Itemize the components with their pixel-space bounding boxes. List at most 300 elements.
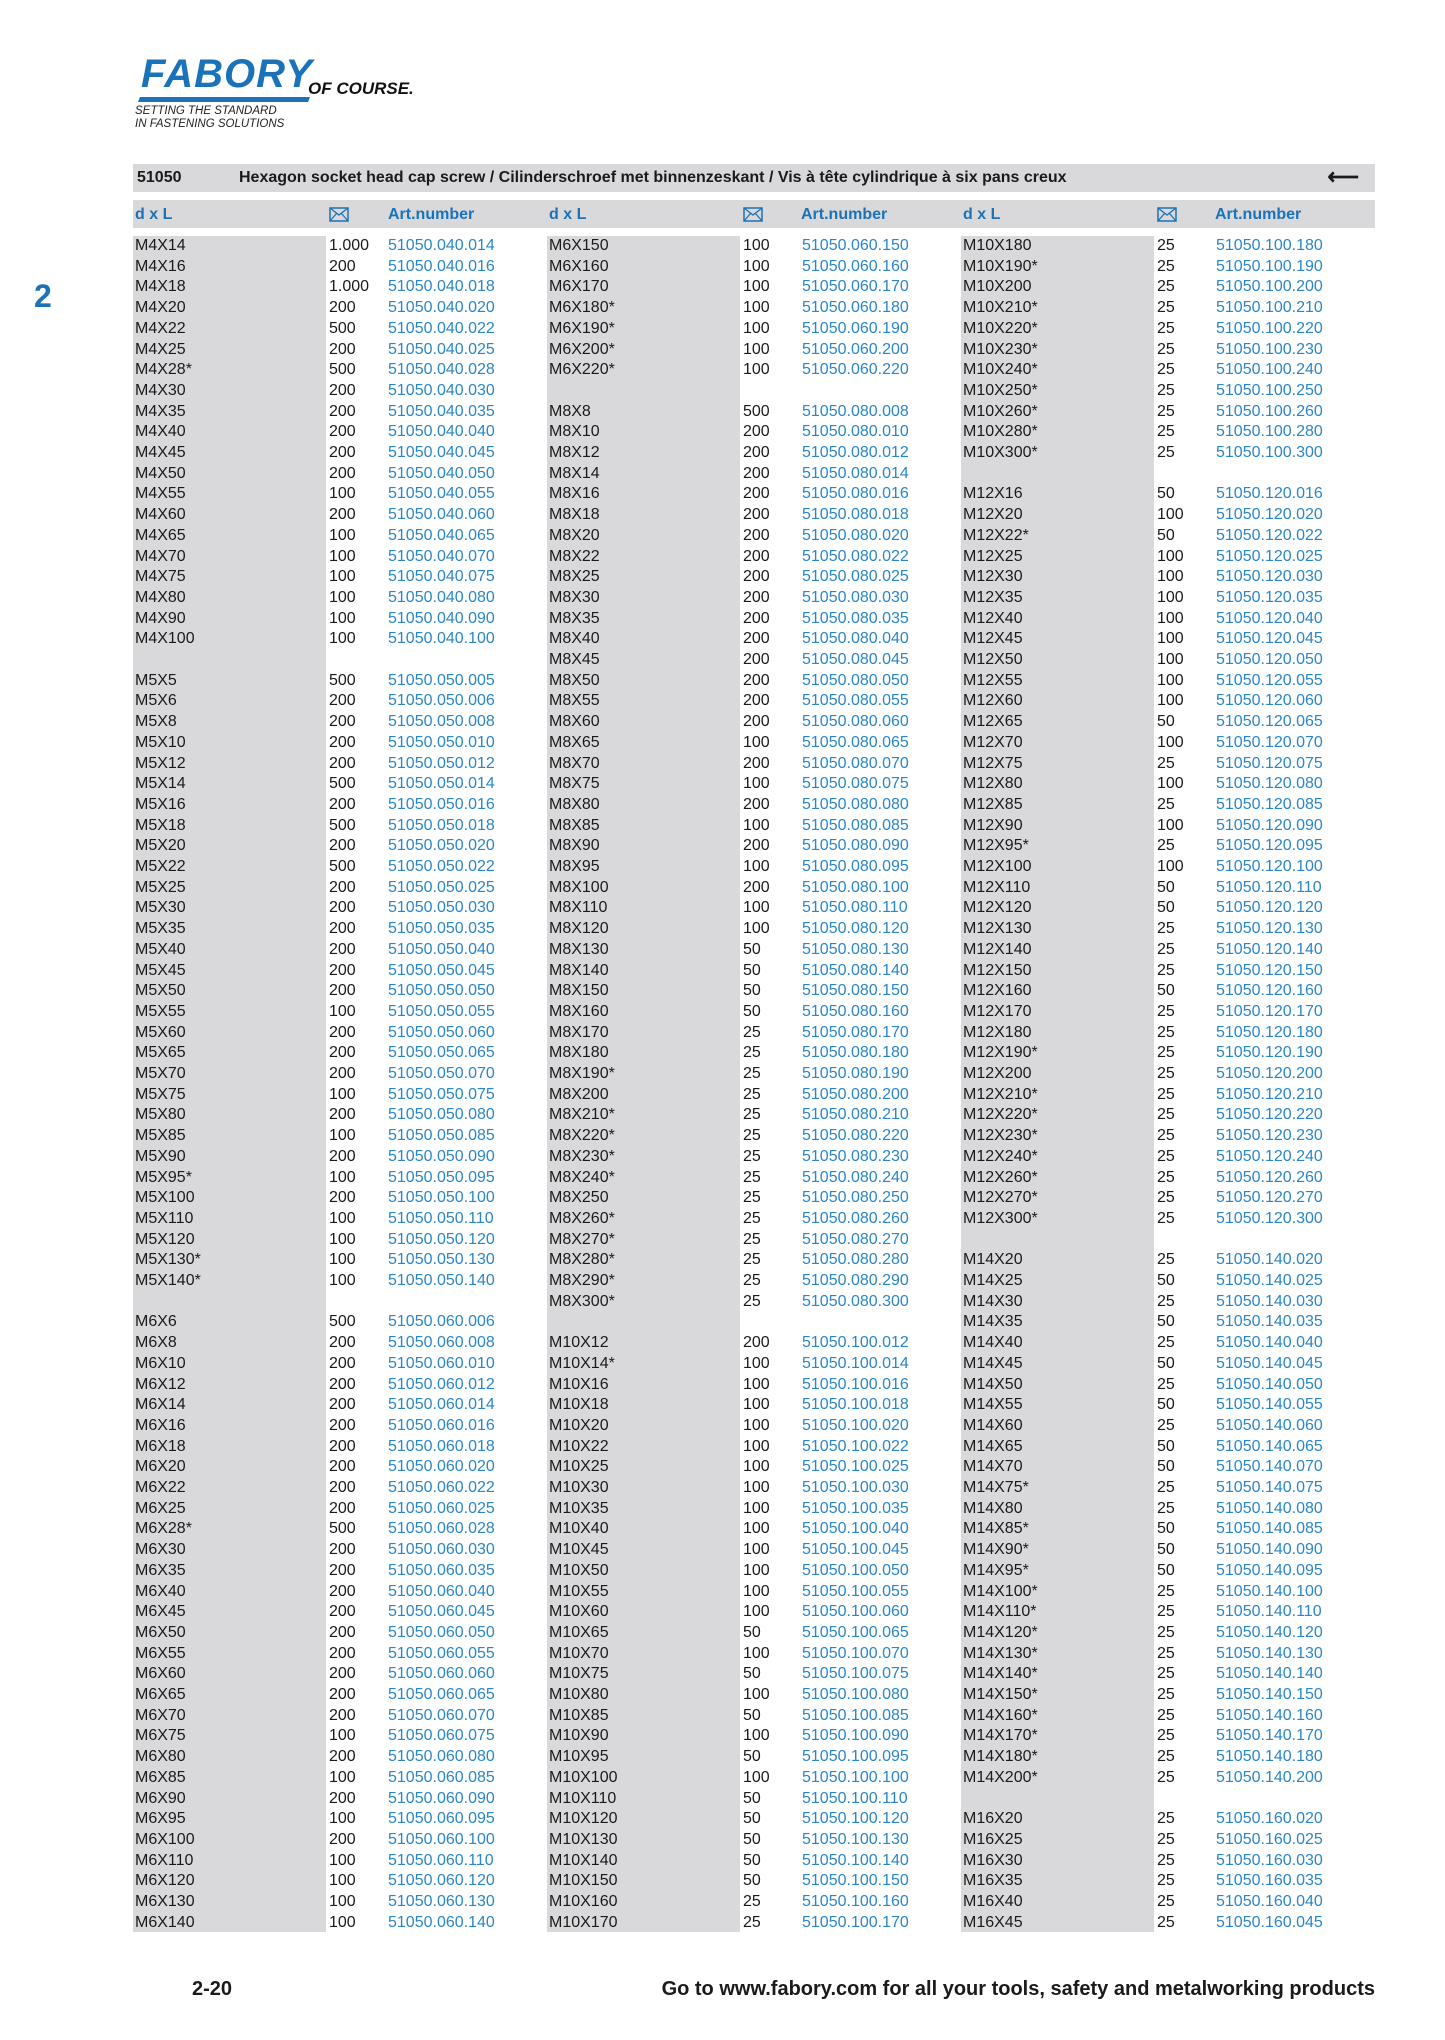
article-number[interactable]: 51050.050.065	[388, 1044, 495, 1061]
article-number[interactable]: 51050.050.012	[388, 755, 495, 772]
article-number[interactable]: 51050.050.130	[388, 1251, 495, 1268]
article-number[interactable]: 51050.120.040	[1216, 610, 1323, 627]
article-number[interactable]: 51050.100.014	[802, 1355, 909, 1372]
quantity-cell: 100	[329, 1872, 356, 1889]
article-number[interactable]: 51050.120.045	[1216, 630, 1323, 647]
article-number[interactable]: 51050.060.020	[388, 1458, 495, 1475]
article-number[interactable]: 51050.040.025	[388, 341, 495, 358]
article-number[interactable]: 51050.050.030	[388, 899, 495, 916]
article-number[interactable]: 51050.100.160	[802, 1893, 909, 1910]
article-number[interactable]: 51050.060.160	[802, 258, 909, 275]
article-number[interactable]: 51050.140.055	[1216, 1396, 1323, 1413]
article-number[interactable]: 51050.100.040	[802, 1520, 909, 1537]
article-number[interactable]: 51050.040.090	[388, 610, 495, 627]
article-number[interactable]: 51050.080.270	[802, 1231, 909, 1248]
article-number[interactable]: 51050.060.120	[388, 1872, 495, 1889]
article-number[interactable]: 51050.080.012	[802, 444, 909, 461]
article-number[interactable]: 51050.100.095	[802, 1748, 909, 1765]
article-number[interactable]: 51050.040.018	[388, 278, 495, 295]
article-number[interactable]: 51050.140.080	[1216, 1500, 1323, 1517]
article-number[interactable]: 51050.140.170	[1216, 1727, 1323, 1744]
article-number[interactable]: 51050.140.085	[1216, 1520, 1323, 1537]
quantity-cell: 25	[1157, 1334, 1175, 1351]
article-number[interactable]: 51050.040.075	[388, 568, 495, 585]
article-number[interactable]: 51050.140.100	[1216, 1583, 1323, 1600]
article-number[interactable]: 51050.100.100	[802, 1769, 909, 1786]
article-number[interactable]: 51050.140.030	[1216, 1293, 1323, 1310]
dimension-cell: M12X210*	[963, 1086, 1038, 1103]
article-number[interactable]: 51050.080.025	[802, 568, 909, 585]
dimension-cell: M12X160	[963, 982, 1032, 999]
quantity-cell: 100	[1157, 692, 1184, 709]
article-number[interactable]: 51050.100.230	[1216, 341, 1323, 358]
article-number[interactable]: 51050.080.120	[802, 920, 909, 937]
article-number[interactable]: 51050.040.035	[388, 403, 495, 420]
article-number[interactable]: 51050.050.020	[388, 837, 495, 854]
dimension-cell: M14X110*	[963, 1603, 1037, 1620]
article-number[interactable]: 51050.160.030	[1216, 1852, 1323, 1869]
article-number[interactable]: 51050.060.006	[388, 1313, 495, 1330]
article-number[interactable]: 51050.060.010	[388, 1355, 495, 1372]
article-number[interactable]: 51050.100.020	[802, 1417, 909, 1434]
article-number[interactable]: 51050.140.065	[1216, 1438, 1323, 1455]
article-number[interactable]: 51050.100.110	[802, 1790, 908, 1807]
dimension-cell: M6X12	[135, 1376, 186, 1393]
article-number[interactable]: 51050.080.280	[802, 1251, 909, 1268]
article-number[interactable]: 51050.120.085	[1216, 796, 1323, 813]
article-number[interactable]: 51050.060.190	[802, 320, 909, 337]
article-number[interactable]: 51050.060.180	[802, 299, 909, 316]
article-number[interactable]: 51050.120.130	[1216, 920, 1323, 937]
article-number[interactable]: 51050.100.170	[802, 1914, 909, 1931]
article-number[interactable]: 51050.040.080	[388, 589, 495, 606]
article-number[interactable]: 51050.060.022	[388, 1479, 495, 1496]
article-number[interactable]: 51050.080.040	[802, 630, 909, 647]
article-number[interactable]: 51050.080.018	[802, 506, 909, 523]
article-number[interactable]: 51050.100.250	[1216, 382, 1323, 399]
article-number[interactable]: 51050.100.300	[1216, 444, 1323, 461]
article-number[interactable]: 51050.080.095	[802, 858, 909, 875]
article-number[interactable]: 51050.140.090	[1216, 1541, 1323, 1558]
article-number[interactable]: 51050.140.025	[1216, 1272, 1323, 1289]
quantity-cell: 50	[743, 1707, 761, 1724]
article-number[interactable]: 51050.140.045	[1216, 1355, 1323, 1372]
article-number[interactable]: 51050.050.050	[388, 982, 495, 999]
quantity-cell: 200	[329, 1500, 356, 1517]
quantity-cell: 200	[329, 920, 356, 937]
article-number[interactable]: 51050.100.130	[802, 1831, 909, 1848]
article-number[interactable]: 51050.120.022	[1216, 527, 1323, 544]
article-number[interactable]: 51050.080.055	[802, 692, 909, 709]
article-number[interactable]: 51050.080.014	[802, 465, 909, 482]
article-number[interactable]: 51050.080.016	[802, 485, 909, 502]
article-number[interactable]: 51050.120.120	[1216, 899, 1323, 916]
article-number[interactable]: 51050.120.090	[1216, 817, 1323, 834]
article-number[interactable]: 51050.100.035	[802, 1500, 909, 1517]
article-number[interactable]: 51050.140.150	[1216, 1686, 1323, 1703]
article-number[interactable]: 51050.050.140	[388, 1272, 495, 1289]
article-number[interactable]: 51050.100.280	[1216, 423, 1323, 440]
article-number[interactable]: 51050.100.190	[1216, 258, 1323, 275]
article-number[interactable]: 51050.060.070	[388, 1707, 495, 1724]
article-number[interactable]: 51050.100.080	[802, 1686, 909, 1703]
dimension-cell: M14X95*	[963, 1562, 1029, 1579]
article-number[interactable]: 51050.100.240	[1216, 361, 1323, 378]
article-number[interactable]: 51050.060.045	[388, 1603, 495, 1620]
quantity-cell: 50	[1157, 879, 1175, 896]
article-number[interactable]: 51050.080.085	[802, 817, 909, 834]
dimension-cell: M14X65	[963, 1438, 1023, 1455]
article-number[interactable]: 51050.100.220	[1216, 320, 1323, 337]
article-number[interactable]: 51050.100.065	[802, 1624, 909, 1641]
article-number[interactable]: 51050.080.100	[802, 879, 909, 896]
article-number[interactable]: 51050.100.022	[802, 1438, 909, 1455]
article-number[interactable]: 51050.160.035	[1216, 1872, 1323, 1889]
article-number[interactable]: 51050.060.220	[802, 361, 909, 378]
article-number[interactable]: 51050.080.070	[802, 755, 909, 772]
article-number[interactable]: 51050.050.090	[388, 1148, 495, 1165]
quantity-cell: 200	[329, 755, 356, 772]
article-number[interactable]: 51050.060.014	[388, 1396, 495, 1413]
quantity-cell: 100	[329, 1210, 356, 1227]
dimension-cell: M6X150	[549, 237, 609, 254]
article-number[interactable]: 51050.100.050	[802, 1562, 909, 1579]
article-number[interactable]: 51050.060.110	[388, 1852, 494, 1869]
article-number[interactable]: 51050.080.090	[802, 837, 909, 854]
article-number[interactable]: 51050.060.050	[388, 1624, 495, 1641]
quantity-cell: 100	[743, 1562, 770, 1579]
dimension-cell: M6X40	[135, 1583, 186, 1600]
article-number[interactable]: 51050.140.060	[1216, 1417, 1323, 1434]
article-number[interactable]: 51050.040.030	[388, 382, 495, 399]
article-number[interactable]: 51050.080.035	[802, 610, 909, 627]
article-number[interactable]: 51050.040.045	[388, 444, 495, 461]
article-number[interactable]: 51050.100.150	[802, 1872, 909, 1889]
article-number[interactable]: 51050.120.055	[1216, 672, 1323, 689]
article-number[interactable]: 51050.140.140	[1216, 1665, 1323, 1682]
article-number[interactable]: 51050.140.075	[1216, 1479, 1323, 1496]
article-number[interactable]: 51050.120.070	[1216, 734, 1323, 751]
article-number[interactable]: 51050.050.100	[388, 1189, 495, 1206]
article-number[interactable]: 51050.040.065	[388, 527, 495, 544]
article-number[interactable]: 51050.120.065	[1216, 713, 1323, 730]
quantity-cell: 25	[1157, 444, 1175, 461]
article-number[interactable]: 51050.140.050	[1216, 1376, 1323, 1393]
article-number[interactable]: 51050.060.016	[388, 1417, 495, 1434]
article-number[interactable]: 51050.060.040	[388, 1583, 495, 1600]
quantity-cell: 100	[1157, 651, 1184, 668]
article-number[interactable]: 51050.100.200	[1216, 278, 1323, 295]
quantity-cell: 25	[743, 1106, 761, 1123]
article-number[interactable]: 51050.050.010	[388, 734, 495, 751]
article-number[interactable]: 51050.160.045	[1216, 1914, 1323, 1931]
dimension-cell: M4X40	[135, 423, 186, 440]
dimension-cell: M12X260*	[963, 1169, 1038, 1186]
article-number[interactable]: 51050.120.080	[1216, 775, 1323, 792]
article-number[interactable]: 51050.060.060	[388, 1665, 495, 1682]
article-number[interactable]: 51050.050.014	[388, 775, 495, 792]
article-number[interactable]: 51050.140.020	[1216, 1251, 1323, 1268]
article-number[interactable]: 51050.120.200	[1216, 1065, 1323, 1082]
article-number[interactable]: 51050.040.022	[388, 320, 495, 337]
article-number[interactable]: 51050.160.025	[1216, 1831, 1323, 1848]
article-number[interactable]: 51050.100.025	[802, 1458, 909, 1475]
dimension-cell: M6X160	[549, 258, 609, 275]
quantity-cell: 25	[743, 1169, 761, 1186]
article-number[interactable]: 51050.060.130	[388, 1893, 495, 1910]
article-number[interactable]: 51050.050.045	[388, 962, 495, 979]
quantity-cell: 200	[329, 1562, 356, 1579]
article-number[interactable]: 51050.050.035	[388, 920, 495, 937]
article-number[interactable]: 51050.080.300	[802, 1293, 909, 1310]
article-number[interactable]: 51050.080.065	[802, 734, 909, 751]
article-number[interactable]: 51050.040.016	[388, 258, 495, 275]
article-number[interactable]: 51050.080.220	[802, 1127, 909, 1144]
article-number[interactable]: 51050.040.055	[388, 485, 495, 502]
article-number[interactable]: 51050.140.120	[1216, 1624, 1323, 1641]
quantity-cell: 200	[329, 1024, 356, 1041]
article-number[interactable]: 51050.120.150	[1216, 962, 1323, 979]
article-number[interactable]: 51050.100.140	[802, 1852, 909, 1869]
article-number[interactable]: 51050.100.085	[802, 1707, 909, 1724]
article-number[interactable]: 51050.080.200	[802, 1086, 909, 1103]
article-number[interactable]: 51050.140.095	[1216, 1562, 1323, 1579]
article-number[interactable]: 51050.120.180	[1216, 1024, 1323, 1041]
article-number[interactable]: 51050.120.240	[1216, 1148, 1323, 1165]
article-number[interactable]: 51050.100.075	[802, 1665, 909, 1682]
article-number[interactable]: 51050.100.120	[802, 1810, 909, 1827]
article-number[interactable]: 51050.050.120	[388, 1231, 495, 1248]
article-number[interactable]: 51050.120.020	[1216, 506, 1323, 523]
article-number[interactable]: 51050.140.035	[1216, 1313, 1323, 1330]
article-number[interactable]: 51050.120.270	[1216, 1189, 1323, 1206]
quantity-cell: 25	[1157, 1251, 1175, 1268]
article-number[interactable]: 51050.080.210	[802, 1106, 909, 1123]
article-number[interactable]: 51050.080.022	[802, 548, 909, 565]
article-number[interactable]: 51050.050.008	[388, 713, 495, 730]
article-number[interactable]: 51050.120.210	[1216, 1086, 1323, 1103]
article-number[interactable]: 51050.050.018	[388, 817, 495, 834]
article-number[interactable]: 51050.060.055	[388, 1645, 495, 1662]
table-header	[133, 200, 1375, 228]
article-number[interactable]: 51050.050.060	[388, 1024, 495, 1041]
quantity-cell: 100	[1157, 858, 1184, 875]
article-number[interactable]: 51050.120.110	[1216, 879, 1322, 896]
quantity-cell: 200	[743, 630, 770, 647]
article-number[interactable]: 51050.140.130	[1216, 1645, 1323, 1662]
quantity-cell: 100	[743, 361, 770, 378]
article-number[interactable]: 51050.050.055	[388, 1003, 495, 1020]
article-number[interactable]: 51050.060.080	[388, 1748, 495, 1765]
article-number[interactable]: 51050.050.016	[388, 796, 495, 813]
article-number[interactable]: 51050.060.028	[388, 1520, 495, 1537]
article-number[interactable]: 51050.100.180	[1216, 237, 1323, 254]
dimension-cell: M12X30	[963, 568, 1023, 585]
article-number[interactable]: 51050.080.260	[802, 1210, 909, 1227]
article-number[interactable]: 51050.120.170	[1216, 1003, 1323, 1020]
dimension-cell: M5X130*	[135, 1251, 201, 1268]
back-arrow-icon[interactable]: ⟵	[1327, 164, 1359, 189]
article-number[interactable]: 51050.060.030	[388, 1541, 495, 1558]
article-number[interactable]: 51050.080.080	[802, 796, 909, 813]
article-number[interactable]: 51050.040.020	[388, 299, 495, 316]
article-number[interactable]: 51050.060.018	[388, 1438, 495, 1455]
article-number[interactable]: 51050.050.080	[388, 1106, 495, 1123]
article-number[interactable]: 51050.060.035	[388, 1562, 495, 1579]
article-number[interactable]: 51050.140.110	[1216, 1603, 1322, 1620]
article-number[interactable]: 51050.060.012	[388, 1376, 495, 1393]
article-number[interactable]: 51050.100.012	[802, 1334, 909, 1351]
article-number[interactable]: 51050.060.140	[388, 1914, 495, 1931]
article-number[interactable]: 51050.060.170	[802, 278, 909, 295]
quantity-cell: 200	[743, 879, 770, 896]
quantity-cell: 25	[1157, 1603, 1175, 1620]
article-number[interactable]: 51050.100.030	[802, 1479, 909, 1496]
article-number[interactable]: 51050.050.025	[388, 879, 495, 896]
article-number[interactable]: 51050.120.160	[1216, 982, 1323, 999]
dimension-cell: M6X10	[135, 1355, 186, 1372]
article-number[interactable]: 51050.120.025	[1216, 548, 1323, 565]
article-number[interactable]: 51050.080.290	[802, 1272, 909, 1289]
article-number[interactable]: 51050.080.230	[802, 1148, 909, 1165]
article-number[interactable]: 51050.060.008	[388, 1334, 495, 1351]
article-number[interactable]: 51050.080.110	[802, 899, 908, 916]
article-number[interactable]: 51050.100.016	[802, 1376, 909, 1393]
dimension-cell: M10X12	[549, 1334, 609, 1351]
article-number[interactable]: 51050.100.018	[802, 1396, 909, 1413]
article-number[interactable]: 51050.120.016	[1216, 485, 1323, 502]
article-number[interactable]: 51050.100.045	[802, 1541, 909, 1558]
article-number[interactable]: 51050.080.160	[802, 1003, 909, 1020]
article-number[interactable]: 51050.060.095	[388, 1810, 495, 1827]
quantity-cell: 200	[743, 796, 770, 813]
article-number[interactable]: 51050.050.005	[388, 672, 495, 689]
article-number[interactable]: 51050.050.095	[388, 1169, 495, 1186]
dimension-cell: M4X90	[135, 610, 186, 627]
article-number[interactable]: 51050.080.240	[802, 1169, 909, 1186]
article-number[interactable]: 51050.100.070	[802, 1645, 909, 1662]
article-number[interactable]: 51050.050.075	[388, 1086, 495, 1103]
article-number[interactable]: 51050.100.090	[802, 1727, 909, 1744]
dimension-cell: M12X22*	[963, 527, 1029, 544]
article-number[interactable]: 51050.080.008	[802, 403, 909, 420]
article-number[interactable]: 51050.120.260	[1216, 1169, 1323, 1186]
article-number[interactable]: 51050.060.025	[388, 1500, 495, 1517]
article-number[interactable]: 51050.140.040	[1216, 1334, 1323, 1351]
article-number[interactable]: 51050.120.035	[1216, 589, 1323, 606]
article-number[interactable]: 51050.040.060	[388, 506, 495, 523]
article-number[interactable]: 51050.080.045	[802, 651, 909, 668]
article-number[interactable]: 51050.060.065	[388, 1686, 495, 1703]
article-number[interactable]: 51050.120.100	[1216, 858, 1323, 875]
quantity-cell: 25	[743, 1086, 761, 1103]
article-number[interactable]: 51050.050.022	[388, 858, 495, 875]
article-number[interactable]: 51050.040.070	[388, 548, 495, 565]
article-number[interactable]: 51050.050.040	[388, 941, 495, 958]
dimension-cell: M4X22	[135, 320, 186, 337]
article-number[interactable]: 51050.080.075	[802, 775, 909, 792]
article-number[interactable]: 51050.140.160	[1216, 1707, 1323, 1724]
article-number[interactable]: 51050.120.060	[1216, 692, 1323, 709]
article-number[interactable]: 51050.120.050	[1216, 651, 1323, 668]
article-number[interactable]: 51050.080.140	[802, 962, 909, 979]
dimension-cell: M8X30	[549, 589, 600, 606]
article-number[interactable]: 51050.100.055	[802, 1583, 909, 1600]
article-number[interactable]: 51050.080.150	[802, 982, 909, 999]
article-number[interactable]: 51050.060.075	[388, 1727, 495, 1744]
dimension-cell: M12X55	[963, 672, 1023, 689]
article-number[interactable]: 51050.120.190	[1216, 1044, 1323, 1061]
article-number[interactable]: 51050.060.085	[388, 1769, 495, 1786]
article-number[interactable]: 51050.060.090	[388, 1790, 495, 1807]
article-number[interactable]: 51050.120.300	[1216, 1210, 1323, 1227]
article-number[interactable]: 51050.080.250	[802, 1189, 909, 1206]
article-number[interactable]: 51050.140.180	[1216, 1748, 1323, 1765]
article-number[interactable]: 51050.080.030	[802, 589, 909, 606]
article-number[interactable]: 51050.120.230	[1216, 1127, 1323, 1144]
article-number[interactable]: 51050.080.060	[802, 713, 909, 730]
article-number[interactable]: 51050.080.050	[802, 672, 909, 689]
dimension-cell: M8X12	[549, 444, 600, 461]
article-number[interactable]: 51050.050.110	[388, 1210, 494, 1227]
article-number[interactable]: 51050.040.050	[388, 465, 495, 482]
article-number[interactable]: 51050.080.180	[802, 1044, 909, 1061]
article-number[interactable]: 51050.140.200	[1216, 1769, 1323, 1786]
article-number[interactable]: 51050.160.020	[1216, 1810, 1323, 1827]
article-number[interactable]: 51050.050.070	[388, 1065, 495, 1082]
dimension-cell: M4X14	[135, 237, 186, 254]
article-number[interactable]: 51050.100.210	[1216, 299, 1323, 316]
dimension-cell: M5X90	[135, 1148, 186, 1165]
article-number[interactable]: 51050.050.085	[388, 1127, 495, 1144]
quantity-cell: 25	[1157, 1914, 1175, 1931]
article-number[interactable]: 51050.040.040	[388, 423, 495, 440]
quantity-cell: 50	[743, 1748, 761, 1765]
article-number[interactable]: 51050.040.100	[388, 630, 495, 647]
quantity-cell: 100	[329, 1231, 356, 1248]
article-number[interactable]: 51050.080.170	[802, 1024, 909, 1041]
article-number[interactable]: 51050.120.220	[1216, 1106, 1323, 1123]
article-number[interactable]: 51050.120.030	[1216, 568, 1323, 585]
article-number[interactable]: 51050.120.140	[1216, 941, 1323, 958]
quantity-cell: 50	[1157, 1562, 1175, 1579]
article-number[interactable]: 51050.080.020	[802, 527, 909, 544]
article-number[interactable]: 51050.040.028	[388, 361, 495, 378]
article-number[interactable]: 51050.160.040	[1216, 1893, 1323, 1910]
article-number[interactable]: 51050.050.006	[388, 692, 495, 709]
dimension-cell: M5X18	[135, 817, 186, 834]
article-number[interactable]: 51050.100.060	[802, 1603, 909, 1620]
article-number[interactable]: 51050.080.190	[802, 1065, 909, 1082]
article-number[interactable]: 51050.060.150	[802, 237, 909, 254]
article-number[interactable]: 51050.080.130	[802, 941, 909, 958]
article-number[interactable]: 51050.140.070	[1216, 1458, 1323, 1475]
quantity-cell: 25	[1157, 1417, 1175, 1434]
article-number[interactable]: 51050.060.100	[388, 1831, 495, 1848]
quantity-cell: 200	[329, 1603, 356, 1620]
article-number[interactable]: 51050.120.075	[1216, 755, 1323, 772]
quantity-cell: 200	[743, 755, 770, 772]
article-number[interactable]: 51050.120.095	[1216, 837, 1323, 854]
quantity-cell: 100	[329, 589, 356, 606]
article-number[interactable]: 51050.100.260	[1216, 403, 1323, 420]
article-number[interactable]: 51050.080.010	[802, 423, 909, 440]
article-number[interactable]: 51050.060.200	[802, 341, 909, 358]
quantity-cell: 200	[329, 1065, 356, 1082]
dimension-cell: M5X20	[135, 837, 186, 854]
quantity-cell: 25	[1157, 1686, 1175, 1703]
article-number[interactable]: 51050.040.014	[388, 237, 495, 254]
